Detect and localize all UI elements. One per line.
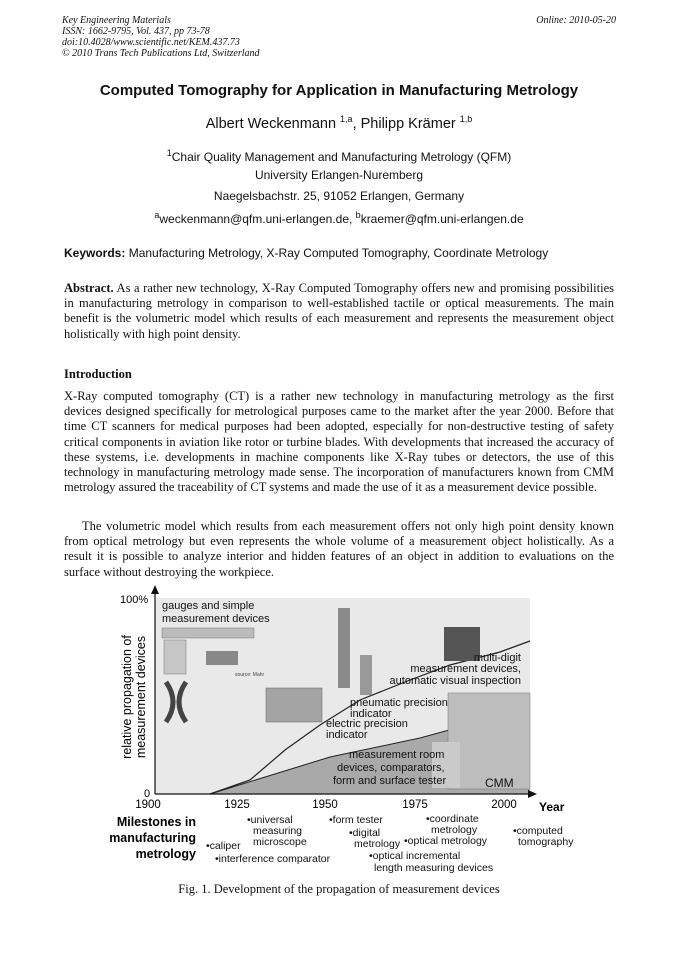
source-note: source: Mahr (235, 672, 265, 678)
x-tick-label: 1900 (135, 799, 161, 811)
label-room-1: measurement room (349, 749, 445, 761)
ms-interference: •interference comparator (215, 853, 331, 865)
ms-universal-3: microscope (253, 836, 307, 848)
ms-ct-1: •computed (513, 825, 563, 837)
issn: ISSN: 1662-9795, Vol. 437, pp 73-78 (62, 26, 210, 37)
ms-caliper: •caliper (206, 840, 241, 852)
ms-ct-2: tomography (518, 836, 574, 848)
abstract-text: As a rather new technology, X-Ray Computed Tomography offers new and promising possibilities in manufacturing metrology in comparison to well-established tactile or optical measurements. The main benefit is the volumetric model which results of each measurement and represents the measurement object holistically with high point density. (64, 281, 614, 341)
ms-digital-2: metrology (354, 838, 401, 850)
x-tick-label: 1925 (224, 799, 250, 811)
paper-title: Computed Tomography for Application in Manufacturing Metrology (99, 82, 579, 99)
journal-name: Key Engineering Materials (62, 15, 171, 26)
x-tick-label: 1950 (312, 799, 338, 811)
abstract-label: Abstract. (64, 281, 114, 295)
milestones-label-3: metrology (135, 847, 196, 861)
y-axis-label-1: relative propagation of (120, 635, 134, 759)
y-axis-label-2: measurement devices (134, 635, 148, 759)
y-axis-arrow (151, 585, 159, 594)
abstract (64, 281, 614, 342)
intro-paragraph-1: X-Ray computed tomography (CT) is a rather new technology in manufacturing metrology as the first devices designed specifically for metrological purposes came to the market after the year 2000. Before that time CT scanners for medical purposes had been adopted, especially for non-destructive testing of safety critical components in aviation like rotor or turbine blades. With developments that increased the accuracy of these systems, i.e. developments in machine components like X-Ray tubes or detectors, the use of this technology in manufacturing metrology made sense. The incorporation of manufacturers known from CMM metrology assured the traceability of CT systems and made the use of it as a measurement device possible. (64, 389, 614, 495)
x-tick-label: 1975 (402, 799, 428, 811)
label-room-3: form and surface tester (333, 775, 447, 787)
label-multi-3: automatic visual inspection (389, 675, 521, 687)
affiliation-line-3: Naegelsbachstr. 25, 91052 Erlangen, Germany (213, 189, 465, 203)
ruler-image (162, 628, 254, 638)
journal-header (62, 15, 260, 59)
ms-coordinate-1: •coordinate (426, 813, 479, 825)
online-date: Online: 2010-05-20 (536, 15, 616, 26)
x-tick-label: 2000 (491, 799, 517, 811)
aff-sup-1: 1 (166, 148, 172, 158)
label-pneumatic-2: indicator (350, 708, 392, 720)
ms-optical: •optical metrology (404, 835, 488, 847)
x-ticks (135, 799, 517, 811)
electric-indicator-image (266, 688, 322, 722)
keywords-label: Keywords: (64, 246, 126, 260)
milestones-label-1: Milestones in (116, 815, 196, 829)
label-electric-1: electric precision (326, 718, 408, 730)
keywords-text: Manufacturing Metrology, X-Ray Computed Tomography, Coordinate Metrology (125, 246, 549, 260)
figure-1 (0, 585, 678, 880)
author-1-sup: 1,a (340, 114, 353, 124)
y-tick-0: 0 (144, 788, 151, 800)
ms-coordinate-2: metrology (431, 824, 478, 836)
x-axis-arrow (528, 790, 537, 798)
label-multi-2: measurement devices, (410, 663, 521, 675)
affiliation-line-1 (0, 148, 678, 164)
x-axis-label: Year (539, 800, 565, 814)
email-sup-b: b (355, 210, 361, 220)
author-2-sup: 1,b (459, 114, 473, 124)
y-tick-100: 100% (120, 594, 149, 606)
precision-indicator-image (338, 608, 350, 688)
label-gauges-2: measurement devices (162, 613, 270, 625)
affiliation-emails (0, 210, 678, 226)
ms-universal-2: measuring (253, 825, 303, 837)
authors (0, 114, 678, 132)
ms-universal-1: •universal (247, 814, 293, 826)
keywords (64, 246, 548, 260)
ms-form: •form tester (329, 814, 383, 826)
ms-digital-1: •digital (349, 827, 381, 839)
figure-caption: Fig. 1. Development of the propagation of measurement devices (178, 882, 500, 896)
pneumatic-indicator-image (360, 655, 372, 695)
gauge-image (164, 640, 186, 674)
email-sup-a: a (154, 210, 160, 220)
author-1: Albert Weckenmann (205, 115, 337, 132)
ms-incremental-1: •optical incremental (369, 850, 461, 862)
label-multi-1: multi-digit (473, 652, 521, 664)
label-electric-2: indicator (326, 729, 368, 741)
milestones-label-2: manufacturing (109, 831, 196, 845)
micrometer-image (206, 651, 238, 665)
section-heading-introduction: Introduction (64, 367, 132, 381)
email-b[interactable]: kraemer@qfm.uni-erlangen.de (360, 212, 524, 226)
ms-incremental-2: length measuring devices (374, 862, 494, 874)
label-pneumatic-1: pneumatic precision (350, 697, 448, 709)
aff-text-1: Chair Quality Management and Manufacturing Metrology (QFM) (171, 150, 512, 164)
author-sep: , (352, 115, 361, 132)
cmm-image (448, 693, 530, 789)
email-a[interactable]: weckenmann@qfm.uni-erlangen.de, (159, 212, 356, 226)
label-gauges-1: gauges and simple (162, 600, 255, 612)
affiliation-line-2: University Erlangen-Nuremberg (254, 168, 424, 182)
intro-paragraph-2: The volumetric model which results from each measurement offers not only high point density known from optical metrology but even represents the whole volume of a measurement object holistically. As a result it is possible to analyze interior and hidden features of an object in addition to evaluations on the surface without destroying the workpiece. (64, 519, 614, 579)
label-cmm: CMM (485, 776, 514, 790)
doi: doi:10.4028/www.scientific.net/KEM.437.73 (62, 37, 240, 48)
author-2: Philipp Krämer (360, 115, 456, 132)
copyright: © 2010 Trans Tech Publications Ltd, Switzerland (62, 48, 260, 59)
label-room-2: devices, comparators, (337, 762, 445, 774)
